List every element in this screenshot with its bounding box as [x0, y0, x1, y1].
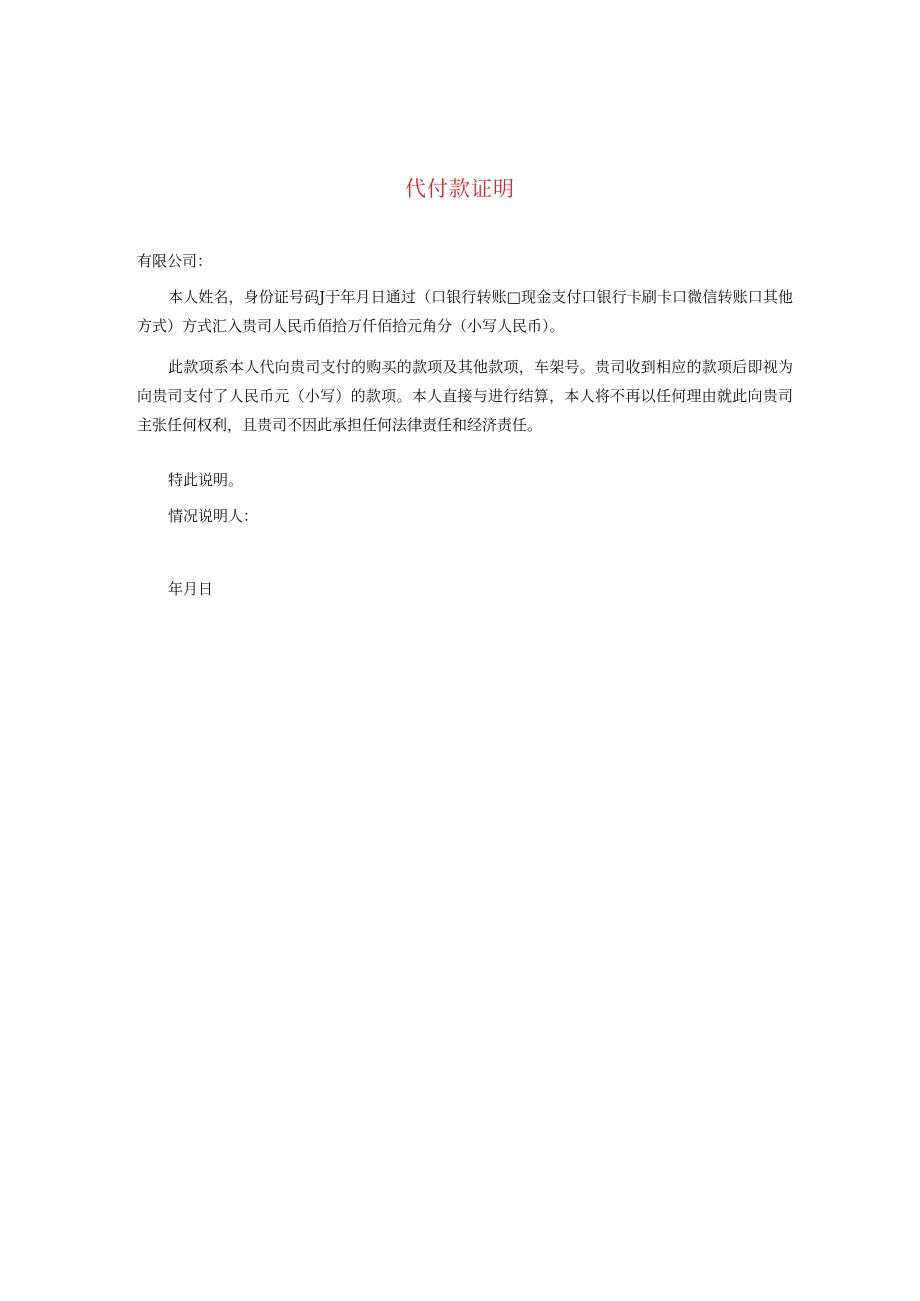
- document-title: 代付款证明: [405, 177, 515, 201]
- signer-label: 情况说明人：: [168, 507, 259, 525]
- addressee: 有限公司：: [137, 252, 213, 270]
- closing-line: 特此说明。: [168, 471, 244, 489]
- paragraph-statement: 此款项系本人代向贵司支付的购买的款项及其他款项，车架号。贵司收到相应的款项后即视为向贵司支付了人民币元（小写）的款项。本人直接与进行结算，本人将不再以任何理由就此向贵司主张任何权利，且贵司不因此承担任何法律责任和经济责任。: [137, 358, 793, 434]
- paragraph-payment: 本人姓名，身份证号码J于年月日通过（口银行转账□现金支付口银行卡刷卡口微信转账口其他方式）方式汇入贵司人民币佰拾万仟佰拾元角分（小写人民币）。: [137, 288, 793, 335]
- date-label: 年月日: [168, 580, 214, 598]
